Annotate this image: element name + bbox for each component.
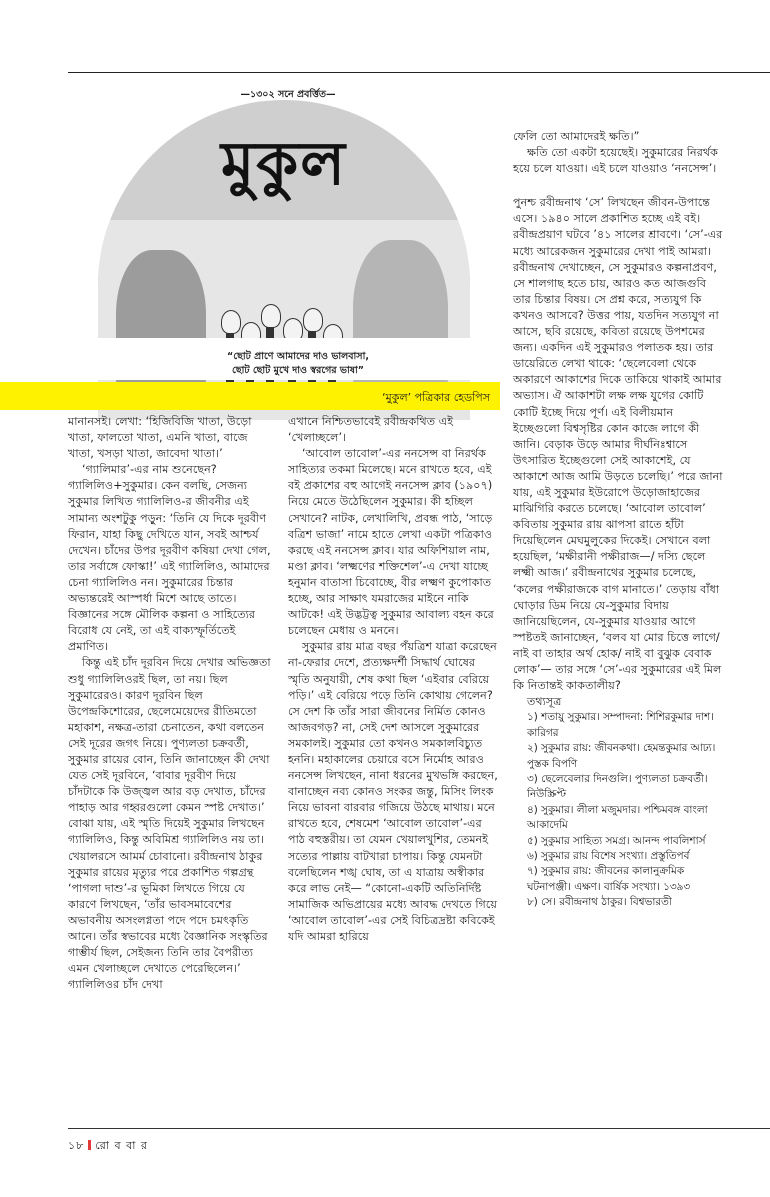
motto-line-1: “ছোট প্রাণে আমাদের দাও ভালবাসা, [227, 351, 369, 362]
paragraph: মানানসই। লেখা: ‘হিজিবিজি খাতা, উড়ো খাতা, ফালতো খাতা, এমনি খাতা, বাজে খাতা, খসড়া খাতা, জাবেদা খাতা।’ [68, 415, 252, 461]
reference-item: ৬) সুকুমার রায় বিশেষ সংখ্যা। প্রস্তুতিপর্ব [527, 849, 690, 862]
reference-item: ২) সুকুমার রায়: জীবনকথা। হেমন্তকুমার আঢ্য। পুস্তক বিপণি [527, 742, 716, 770]
page-number: ১৮ [68, 1139, 85, 1152]
image-caption-bar [0, 382, 500, 410]
article-column-3 [513, 129, 723, 911]
mukul-headpiece-image [68, 80, 500, 380]
references-title: তথ্যসূত্র [527, 695, 562, 709]
reference-item: ৭) সুকুমার রায়: জীবনের কালানুক্রমিক ঘটনাপঞ্জী। এক্ষণ। বার্ষিক সংখ্যা। ১৩৯৩ [527, 865, 691, 893]
paragraph: ‘আবোল তাবোল’-এর ননসেন্স বা নিরর্থক সাহিত্যর তকমা মিলেছে। মনে রাখতে হবে, এই বই প্রকাশের বহু আগেই ননসেন্স ক্লাব (১৯০৭) নিয়ে মেতে উঠেছিলেন সুকুমার। কী হচ্ছিল সেখানে? নাটক, লেখালিখি, প্রবন্ধ পাঠ, ‘সাড়ে বত্রিশ ভাজা’ নামে হাতে লেখা একটা পত্রিকাও করছে এই ননসেন্স ক্লাব। যার অফিশিয়াল নাম, মণ্ডা ক্লাব। ‘লক্ষ্মণের শক্তিশেল’-এ দেখা যাচ্ছে হনুমান বাতাসা চিবোচ্ছে, বীর লক্ষ্মণ কুপোকাত হচ্ছে, আর সাক্ষাৎ যমরাজের মাইনে নাকি আটকে! এই উদ্ভট্টত্ব সুকুমার আবাল্য বহন করে চলেছেন মেধায় ও মননে। [288, 447, 494, 638]
reference-item: ৩) ছেলেবেলার দিনগুলি। পুণ্যলতা চক্রবর্তী। নিউস্ক্রিপ্ট [527, 772, 708, 801]
paragraph: ক্ষতি তো একটা হয়েছেই। সুকুমারের নিরর্থক হয়ে চলে যাওয়া। এই চলে যাওয়াও ‘ননসেন্স’। [513, 146, 718, 176]
paragraph: সুকুমার রায় মাত্র বছর পঁয়ত্রিশ যাত্রা করেছেন না-ফেরার দেশে, প্রত্যক্ষদর্শী সিদ্ধার্থ ঘোষের স্মৃতি অনুযায়ী, শেষ কথা ছিল ‘এইবার বেরিয়ে পড়ি।’ এই বেরিয়ে পড়ে তিনি কোথায় গেলেন? সে দেশ কি তাঁর সারা জীবনের নির্মিত কোনও আজবগড়? না, সেই দেশ আসলে সুকুমারের সমকালই। সুকুমার তো কখনও সমকালবিচ্যুত হননি। মহাকালের চেয়ারে বসে নির্মোহ আরও ননসেন্স লিখছেন, নানা ধরনের মুখভঙ্গি করছেন, বানাচ্ছেন নব্য কোনও সংকর জন্তু, মিসিং লিংক নিয়ে ভাবনা বারবার গজিয়ে উঠছে মাথায়। মনে রাখতে হবে, শেষমেশ ‘আবোল তাবোল’-এর পাঠ বহুস্তরীয়। তা যেমন খেয়ালখুশির, তেমনই সত্যের পাল্লায় বাটখারা চাপায়। কিন্তু যেমনটা বলেছিলেন শঙ্খ ঘোষ, তা এ যাত্রায় অস্বীকার করে লাভ নেই— “কোনো-একটি অতিনির্দিষ্ট সামাজিক অভিপ্রায়ের মধ্যে আবদ্ধ দেখতে গিয়ে ‘আবোল তাবোল’-এর সেই বিচিত্রদ্রষ্টা কবিকেই যদি আমরা হারিয়ে [288, 640, 498, 943]
reference-item: ৫) সুকুমার সাহিত্য সমগ্র। আনন্দ পাবলিশার্স [527, 834, 706, 847]
paragraph: কিন্তু এই চাঁদ দূরবিন দিয়ে দেখার অভিজ্ঞতা শুধু গ্যালিলিওরই ছিল, তা নয়। ছিল সুকুমারেরও। কারণ দূরবিন ছিল উপেন্দ্রকিশোরের, ছেলেমেয়েদের রীতিমতো মহাকাশ, নক্ষত্র-তারা চেনাতেন, কথা বলতেন সেই দূরের জগৎ নিয়ে। পুণ্যলতা চক্রবর্তী, সুকুমার রায়ের বোন, তিনি জানাচ্ছেন কী দেখা যেত সেই দূরবিনে, ‘বাবার দূরবীণ দিয়ে চাঁদটাকে কি উজ্জ্বল আর বড় দেখাত, চাঁদের পাহাড় আর গহ্বরগুলো কেমন স্পষ্ট দেখাত।’ বোঝা যায়, এই স্মৃতি দিয়েই সুকুমার লিখছেন গ্যালিলিও, কিন্তু অবিমিশ্র গ্যালিলিও নয় তা। খেয়ালরসে আমর্ম চোবানো। রবীন্দ্রনাথ ঠাকুর সুকুমার রায়ের মৃত্যুর পরে প্রকাশিত গল্পগ্রন্থ ‘পাগলা দাশু’-র ভূমিকা লিখতে গিয়ে যে কারণে লিখছেন, ‘তাঁর ভাবসমাবেশের অভাবনীয় অসংলগ্নতা পদে পদে চমৎকৃতি আনে। তাঁর স্বভাবের মধ্যে বৈজ্ঞানিক সংস্কৃতির গাম্ভীর্য ছিল, সেইজন্য তিনি তার বৈপরীত্য এমন খেলাচ্ছলে দেখাতে পেরেছিলেন।’ গ্যালিলিওর চাঁদ দেখা [68, 656, 271, 992]
established-line: —১৩০২ সনে প্রবর্ত্তিত— [240, 89, 336, 100]
reference-item: ৮) সে। রবীন্দ্রনাথ ঠাকুর। বিশ্বভারতী [527, 896, 672, 909]
reference-item: ১) শতায়ু সুকুমার। সম্পাদনা: শিশিরকুমার দাশ। কারিগর [527, 711, 714, 739]
references-list [513, 710, 723, 910]
page-footer [68, 1137, 148, 1156]
reference-item: ৪) সুকুমার। লীলা মজুমদার। পশ্চিমবঙ্গ বাংলা আকাদেমি [527, 803, 708, 832]
article-column-2 [288, 414, 498, 945]
article-column-1 [68, 414, 274, 993]
paragraph: ‘গ্যালিমার’-এর নাম শুনেছেন? গ্যালিলিও+সুকুমার। কেন বলছি, সেজন্য সুকুমার লিখিত গ্যালিলিও-র জীবনীর এই সামান্য অংশটুকু পড়ুন: ‘তিনি যে দিকে দূরবীণ ফিরান, যাহা কিছু দেখিতে যান, সবই আশ্চর্য দেখেন। চাঁদের উপর দূরবীণ কষিয়া দেখা গেল, তার সর্বাঙ্গে ফোস্কা!’ এই গ্যালিলিও, আমাদের চেনা গ্যালিলিও নন। সুকুমারের চিন্তার অভ্যন্তরেই আস্পর্ধা মিশে আছে তাতে। বিজ্ঞানের সঙ্গে মৌলিক কল্পনা ও সাহিত্যের বিরোধ যে নেই, তা এই বাক্যস্ফূর্তিতেই প্রমাণিত। [68, 463, 271, 654]
paragraph: ফেলি তো আমাদেরই ক্ষতি।” [513, 130, 640, 143]
cover-motto [148, 350, 448, 378]
paragraph: পুনশ্চ রবীন্দ্রনাথ ‘সে’ লিখছেন জীবন-উপান্তে এসে। ১৯৪০ সালে প্রকাশিত হচ্ছে এই বই। রবীন্দ্রপ্রয়াণ ঘটবে ’৪১ সালের শ্রাবণে। ‘সে’-এর মধ্যে আরেকজন সুকুমারের দেখা পাই আমরা। রবীন্দ্রনাথ দেখাচ্ছেন, সে সুকুমারও কল্পনাপ্রবণ, সে শালগাছ হতে চায়, আরও কত আজগুবি তার চিন্তার বিষয়। সে প্রশ্ন করে, সত্যযুগ কি কখনও আসবে? উত্তর পায়, যতদিন সত্যযুগ না আসে, ছবি রয়েছে, কবিতা রয়েছে উপশমের জন্য। একদিন এই সুকুমারও পলাতক হয়। তার ডায়েরিতে লেখা থাকে: ‘ছেলেবেলা থেকে অকারণে আকাশের দিকে তাকিয়ে থাকাই আমার অভ্যাস। ঐ আকাশটা লক্ষ লক্ষ যুগের কোটি কোটি ইচ্ছে দিয়ে পূর্ণ। এই বিলীয়মান ইচ্ছেগুলো বিশ্বসৃষ্টির কোন কাজে লাগে কী জানি। বেড়াক উড়ে আমার দীর্ঘনিঃশ্বাসে উৎসারিত ইচ্ছেগুলো সেই আকাশেই, যে আকাশে আজ আমি উড়তে চলেছি।’ পরে জানা যায়, এই সুকুমার ইউরোপে উড়োজাহাজের মাঝিগিরি করতে চলেছে। ‘আবোল তাবোল’ কবিতায় সুকুমার রায় ঝাপসা রাতে হাঁটা দিয়েছিলেন মেঘমুলুকের দিকেই। সেখানে বলা হয়েছিল, ‘মক্ষীরানী পক্ষীরাজ—/ দস্যি ছেলে লক্ষ্মী আজ।’ রবীন্দ্রনাথের সুকুমার চলেছে, ‘কলের পক্ষীরাজকে বাগ মানাতে।’ তেড়ায় বাঁধা ঘোড়ার ডিম নিয়ে যে-সুকুমার বিদায় জানিয়েছিলেন, যে-সুকুমার যাওয়ার আগে স্পষ্টতই জানাচ্ছেন, ‘বলব যা মোর চিত্তে লাগে/ নাই বা তাহার অর্থ হোক/ নাই বা বুঝুক বেবাক লোক’— তার সঙ্গে ‘সে’-এর সুকুমারের এই মিল কি নিতান্তই কাকতালীয়? [513, 196, 723, 693]
footer-divider [88, 1140, 91, 1150]
top-rule [68, 72, 770, 73]
image-caption: ‘মুকুল’ পত্রিকার হেডপিস [382, 391, 490, 404]
cover-title: মুকুল [220, 129, 347, 199]
bottom-rule [68, 1128, 770, 1129]
paragraph: এখানে নিশ্চিতভাবেই রবীন্দ্রকথিত এই ‘খেলাচ্ছলে’। [288, 415, 454, 445]
magazine-name: রো ব বা র [95, 1139, 148, 1152]
motto-line-2: ছোট ছোট মুখে দাও স্বরগের ভাষা” [231, 365, 365, 376]
